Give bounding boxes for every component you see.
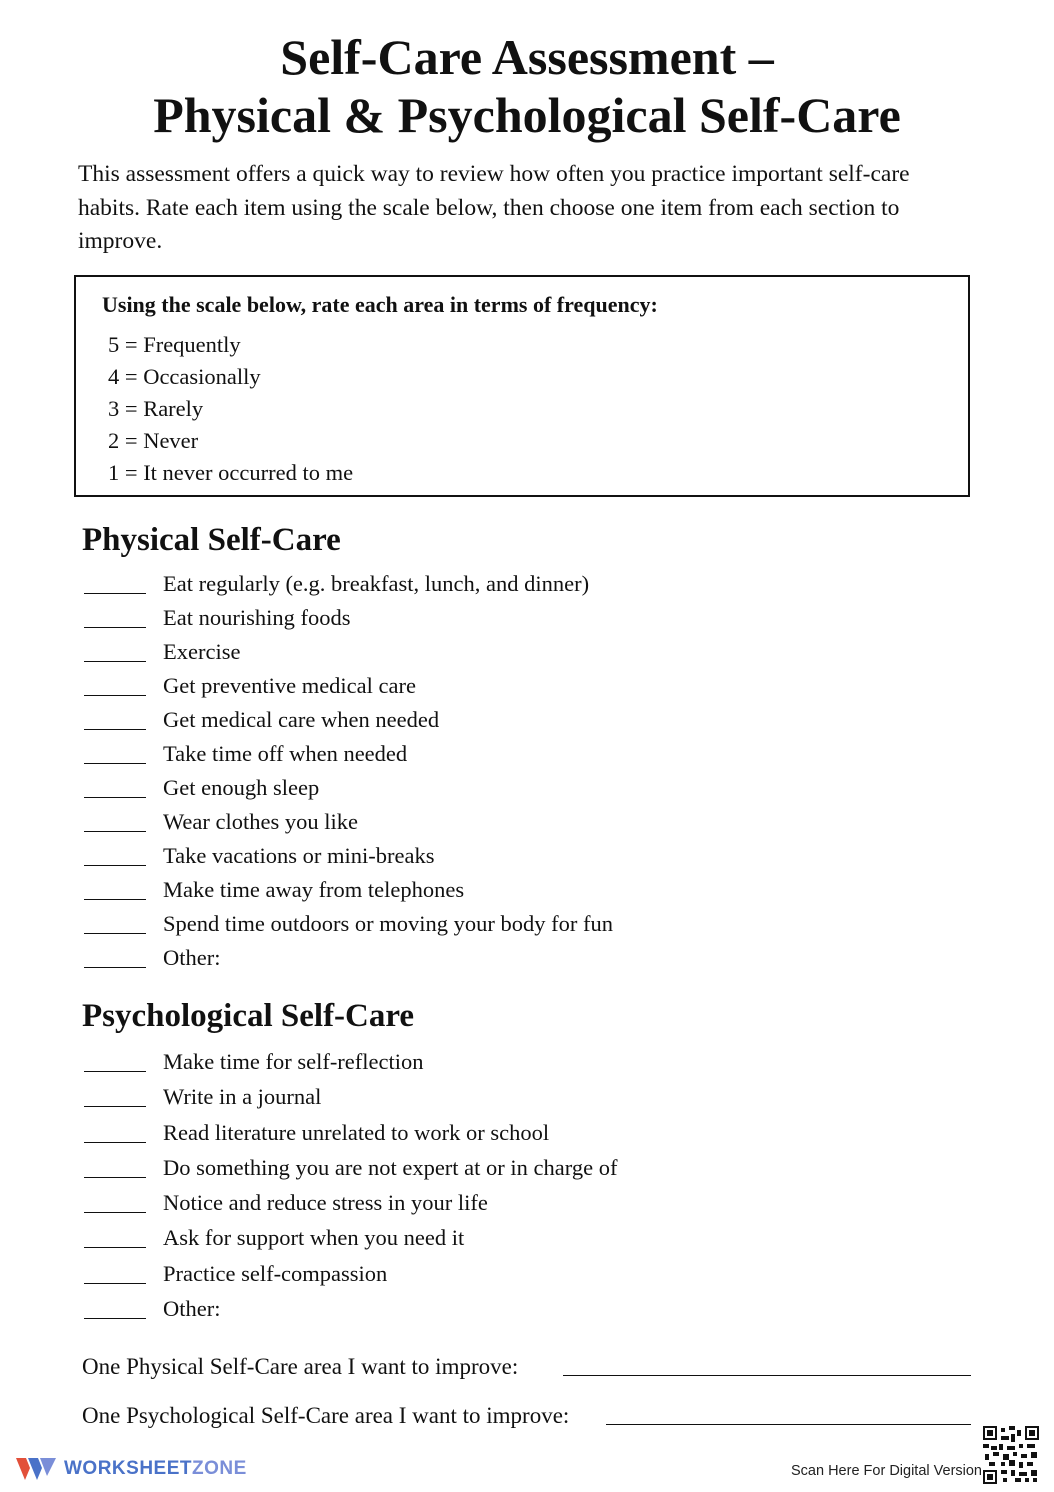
rating-blank[interactable] bbox=[84, 1071, 146, 1072]
rating-scale-box bbox=[74, 275, 970, 497]
title-line-2: Physical & Psychological Self-Care bbox=[153, 87, 901, 143]
page-title bbox=[0, 28, 1054, 144]
item-label: Practice self-compassion bbox=[163, 1260, 388, 1286]
rating-blank[interactable] bbox=[84, 1247, 146, 1248]
logo-text bbox=[64, 1458, 247, 1480]
logo-text-part2: ZONE bbox=[192, 1458, 247, 1479]
intro-paragraph: This assessment offers a quick way to review how often you practice important self-care habits. Rate each item using the scale below, then choose one item from each section to improve. bbox=[78, 161, 910, 254]
rating-blank[interactable] bbox=[84, 1212, 146, 1213]
physical-improve-label: One Physical Self-Care area I want to improve: bbox=[82, 1354, 519, 1379]
item-label: Read literature unrelated to work or school bbox=[163, 1119, 550, 1145]
logo-w-icon bbox=[14, 1454, 58, 1484]
rating-blank[interactable] bbox=[84, 967, 146, 968]
rating-blank[interactable] bbox=[84, 593, 146, 594]
item-label: Do something you are not expert at or in charge of bbox=[163, 1154, 618, 1180]
item-label: Other: bbox=[163, 1296, 221, 1322]
item-label: Get medical care when needed bbox=[163, 707, 440, 732]
rating-blank[interactable] bbox=[84, 627, 146, 628]
item-label: Get enough sleep bbox=[163, 775, 320, 800]
item-label: Eat regularly (e.g. breakfast, lunch, and dinner) bbox=[163, 571, 590, 596]
item-label: Make time for self-reflection bbox=[163, 1049, 424, 1074]
item-label: Write in a journal bbox=[163, 1084, 322, 1110]
rating-blank[interactable] bbox=[84, 729, 146, 730]
rating-blank[interactable] bbox=[84, 933, 146, 934]
rating-blank[interactable] bbox=[84, 1142, 146, 1143]
item-label: Make time away from telephones bbox=[163, 877, 465, 902]
item-label: Other: bbox=[163, 945, 221, 970]
physical-section-title: Physical Self-Care bbox=[82, 522, 341, 558]
scale-item: 2 = Never bbox=[108, 428, 199, 453]
rating-blank[interactable] bbox=[84, 763, 146, 764]
scale-item: 1 = It never occurred to me bbox=[108, 460, 354, 485]
scan-here-text: Scan Here For Digital Version bbox=[791, 1463, 982, 1479]
psychological-improve-field[interactable] bbox=[606, 1424, 971, 1425]
item-label: Eat nourishing foods bbox=[163, 605, 351, 630]
scale-item: 4 = Occasionally bbox=[108, 364, 261, 389]
item-label: Take vacations or mini-breaks bbox=[163, 843, 435, 868]
rating-blank[interactable] bbox=[84, 831, 146, 832]
rating-blank[interactable] bbox=[84, 1283, 146, 1284]
item-label: Take time off when needed bbox=[163, 741, 408, 766]
scale-item: 3 = Rarely bbox=[108, 396, 204, 421]
scale-list bbox=[108, 329, 353, 489]
rating-blank[interactable] bbox=[84, 1318, 146, 1319]
title-line-1: Self-Care Assessment – bbox=[280, 29, 774, 85]
psychological-improve-label: One Psychological Self-Care area I want to improve: bbox=[82, 1403, 570, 1428]
qr-code-icon[interactable] bbox=[983, 1426, 1039, 1484]
worksheetzone-logo bbox=[14, 1454, 247, 1484]
logo-text-part1: WORKSHEET bbox=[64, 1458, 192, 1479]
item-label: Ask for support when you need it bbox=[163, 1225, 465, 1251]
rating-blank[interactable] bbox=[84, 797, 146, 798]
item-label: Spend time outdoors or moving your body for fun bbox=[163, 911, 613, 936]
item-label: Exercise bbox=[163, 639, 241, 664]
rating-blank[interactable] bbox=[84, 661, 146, 662]
psychological-section-title: Psychological Self-Care bbox=[82, 998, 415, 1034]
scale-item: 5 = Frequently bbox=[108, 332, 241, 357]
item-label: Get preventive medical care bbox=[163, 673, 416, 698]
rating-blank[interactable] bbox=[84, 865, 146, 866]
rating-blank[interactable] bbox=[84, 695, 146, 696]
rating-blank[interactable] bbox=[84, 1106, 146, 1107]
physical-improve-field[interactable] bbox=[563, 1375, 971, 1376]
item-label: Notice and reduce stress in your life bbox=[163, 1190, 488, 1216]
rating-blank[interactable] bbox=[84, 1177, 146, 1178]
scale-heading: Using the scale below, rate each area in terms of frequency: bbox=[102, 292, 658, 317]
rating-blank[interactable] bbox=[84, 899, 146, 900]
item-label: Wear clothes you like bbox=[163, 809, 358, 834]
